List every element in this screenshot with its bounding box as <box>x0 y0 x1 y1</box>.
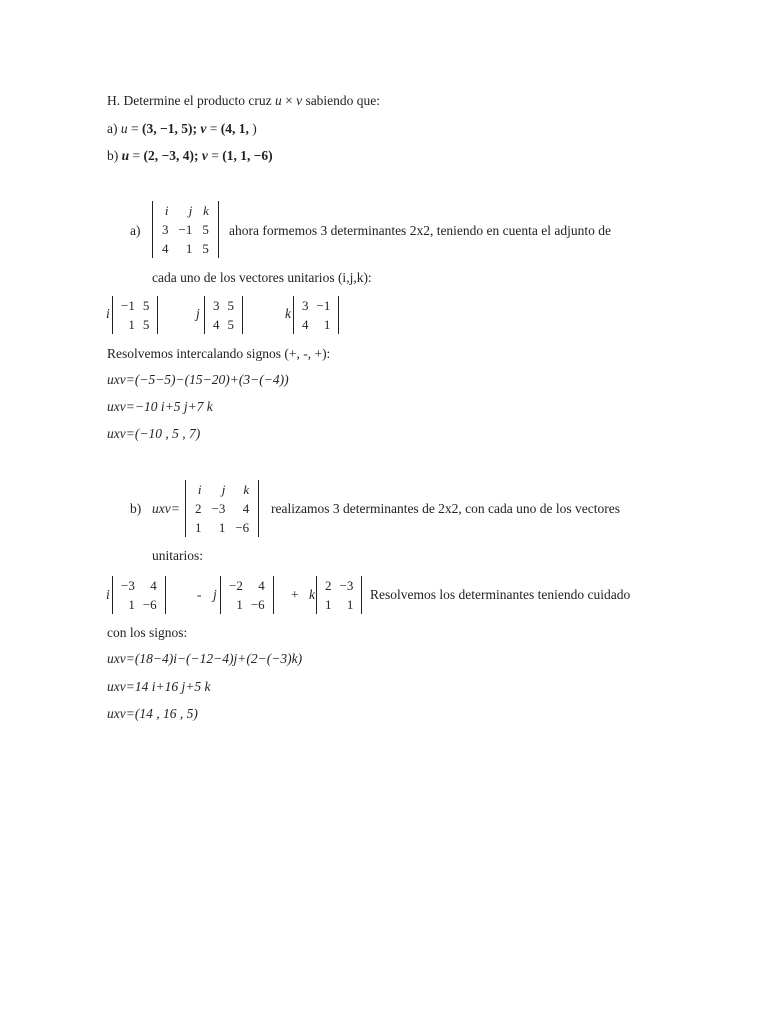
part-b-lhs: uxv= <box>152 501 180 516</box>
cell: 4 <box>302 317 309 332</box>
minor-j-determinant <box>220 576 274 614</box>
cell: −6 <box>235 520 250 535</box>
given-a-eq1: = <box>131 121 139 136</box>
cell: 5 <box>142 298 150 313</box>
minor-k-determinant <box>293 296 339 334</box>
cell: 4 <box>242 501 250 516</box>
cell: 2 <box>325 578 332 593</box>
cell: 1 <box>128 317 135 332</box>
cell: 1 <box>346 597 354 612</box>
cross-symbol: × <box>285 93 293 108</box>
minor-i-determinant <box>112 576 166 614</box>
cell: k <box>243 482 250 497</box>
part-a-determinant <box>152 201 219 258</box>
cell: 1 <box>325 597 332 612</box>
given-a-v: v <box>200 121 207 136</box>
part-b-step3: uxv=(14 , 16 , 5) <box>107 706 198 721</box>
given-b <box>107 148 273 164</box>
cell: −6 <box>142 597 157 612</box>
part-a-matrix <box>157 201 214 258</box>
given-b-prefix: b) <box>107 148 119 163</box>
cell: −3 <box>211 501 226 516</box>
given-a-u: u <box>120 121 128 136</box>
minor-k-determinant <box>316 576 362 614</box>
cell: 4 <box>162 241 169 256</box>
given-a-lp1: ( <box>142 121 147 136</box>
given-a-u-values: 3, −1, 5 <box>146 121 188 136</box>
cell: 4 <box>258 578 265 593</box>
given-b-lp2: ( <box>222 148 227 163</box>
cell: 1 <box>323 317 331 332</box>
part-a-resolve: Resolvemos intercalando signos (+, -, +): <box>107 346 331 361</box>
cell: −1 <box>178 222 193 237</box>
cell: 3 <box>162 222 169 237</box>
given-b-rp2: ) <box>268 148 273 163</box>
cell: 3 <box>213 298 220 313</box>
given-b-u: u <box>121 148 130 163</box>
cell: i <box>164 203 169 218</box>
part-a-text1: ahora formemos 3 determinantes 2x2, teniendo en cuenta el adjunto de <box>229 223 611 238</box>
part-b-step1: uxv=(18−4)i−(−12−4)j+(2−(−3)k) <box>107 651 303 666</box>
cell: 3 <box>302 298 309 313</box>
cell: −1 <box>121 298 135 313</box>
minus-separator: - <box>197 587 202 602</box>
minor-i-label: i <box>106 306 110 321</box>
cell: 5 <box>227 317 234 332</box>
part-b-text3: Resolvemos los determinantes teniendo cuidado <box>370 587 631 602</box>
part-b-determinant <box>185 480 259 537</box>
given-b-v-values: 1, 1, −6 <box>226 148 269 163</box>
part-a-step1: uxv=(−5−5)−(15−20)+(3−(−4)) <box>107 372 289 387</box>
minor-j-label: j <box>196 306 200 321</box>
cell: 2 <box>195 501 202 516</box>
cell: −3 <box>121 578 135 593</box>
part-b-text4: con los signos: <box>107 625 188 640</box>
problem-statement <box>107 93 380 109</box>
problem-tail: sabiendo que: <box>305 93 381 108</box>
cell: i <box>197 482 202 497</box>
cell: 5 <box>227 298 234 313</box>
cell: j <box>188 203 193 218</box>
part-a-label: a) <box>130 223 141 238</box>
cell: −6 <box>250 597 265 612</box>
given-b-lp1: ( <box>143 148 149 163</box>
cell: 1 <box>236 597 243 612</box>
given-a <box>107 121 257 137</box>
minor-k-label: k <box>309 587 315 602</box>
cell: 5 <box>142 317 150 332</box>
given-b-eq1: = <box>132 148 141 163</box>
vector-v: v <box>296 93 303 108</box>
given-b-v: v <box>201 148 208 163</box>
given-a-v-values: 4, 1, <box>225 121 253 136</box>
minor-i-determinant <box>112 296 158 334</box>
part-a-text2: cada uno de los vectores unitarios (i,j,k): <box>152 270 372 285</box>
cell: 1 <box>195 520 202 535</box>
given-a-eq2: = <box>209 121 218 136</box>
part-b-text1: realizamos 3 determinantes de 2x2, con cada uno de los vectores <box>271 501 620 516</box>
cell: −1 <box>316 298 331 313</box>
cell: 4 <box>213 317 220 332</box>
cell: 1 <box>185 241 193 256</box>
cell: 4 <box>150 578 157 593</box>
given-b-rp1: ); <box>189 148 199 163</box>
cell: j <box>221 482 226 497</box>
given-a-rp1: ); <box>187 121 197 136</box>
given-a-lp2: ( <box>220 121 226 136</box>
vector-u: u <box>274 93 282 108</box>
cell: 5 <box>202 222 209 237</box>
given-a-rp2: ) <box>252 121 257 136</box>
given-a-prefix: a) <box>107 121 118 136</box>
given-b-eq2: = <box>211 148 219 163</box>
part-b-label: b) <box>130 501 142 516</box>
cell: 1 <box>128 597 135 612</box>
cell: −3 <box>339 578 354 593</box>
given-b-u-values: 2, −3, 4 <box>148 148 190 163</box>
minor-j-label: j <box>213 587 217 602</box>
minor-j-determinant <box>204 296 243 334</box>
minor-k-label: k <box>285 306 291 321</box>
cell: 1 <box>218 520 226 535</box>
part-b-step2: uxv=14 i+16 j+5 k <box>107 679 211 694</box>
minor-i-label: i <box>106 587 110 602</box>
problem-text: H. Determine el producto cruz <box>107 93 272 108</box>
part-b-matrix <box>190 480 254 537</box>
cell: 5 <box>202 241 209 256</box>
part-a-step3: uxv=(−10 , 5 , 7) <box>107 426 201 441</box>
cell: −2 <box>229 578 243 593</box>
plus-separator: + <box>291 587 299 602</box>
cell: k <box>203 203 209 218</box>
part-b-text2: unitarios: <box>152 548 203 563</box>
part-a-step2: uxv=−10 i+5 j+7 k <box>107 399 213 414</box>
